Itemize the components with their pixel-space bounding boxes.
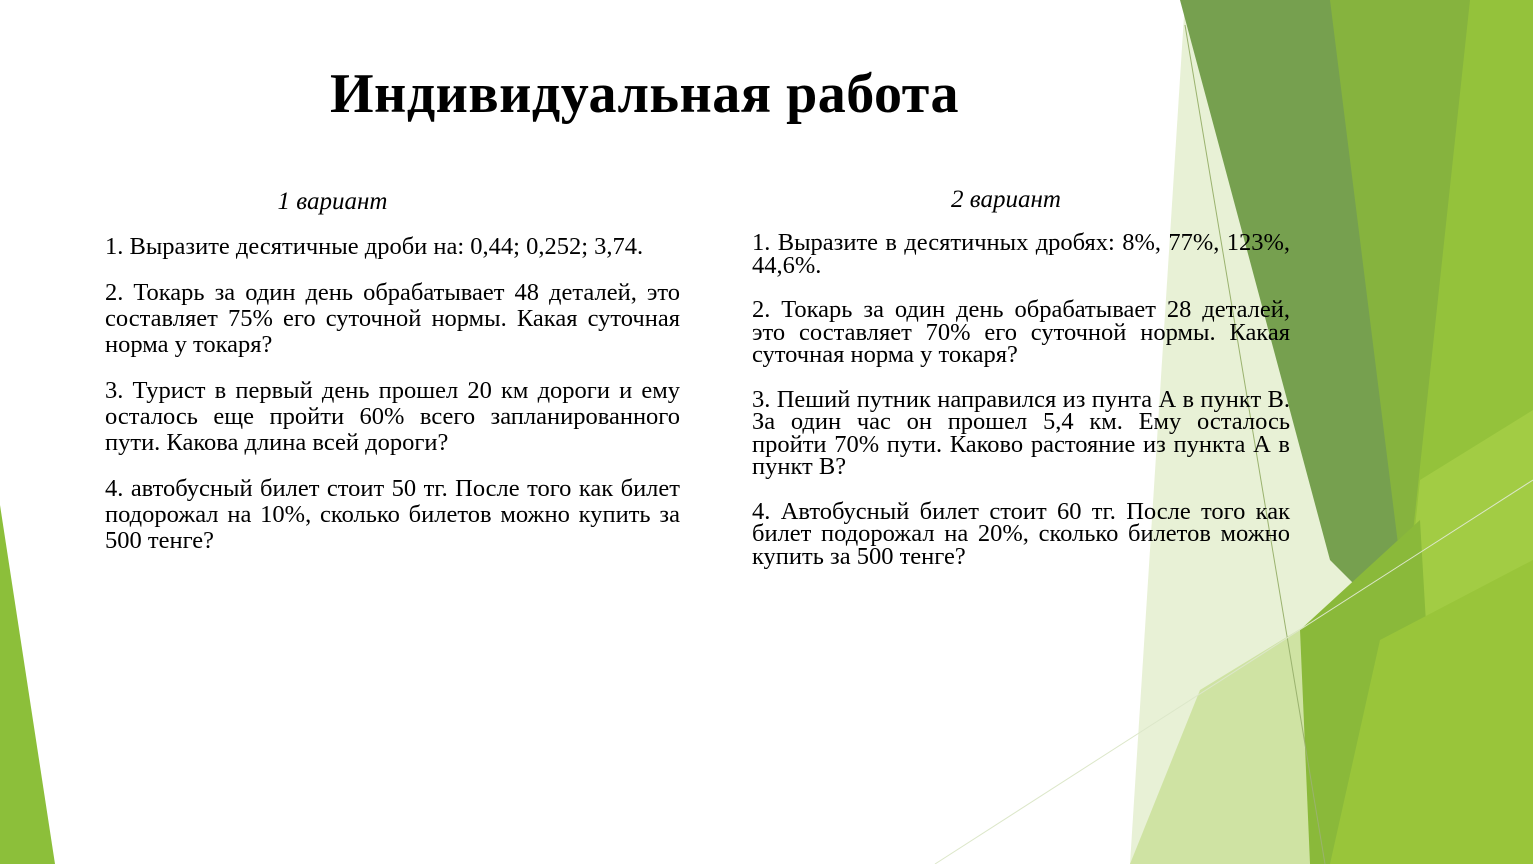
left-green-shape [0,505,55,864]
variant-2-task-2: 2. Токарь за один день обрабатывает 28 деталей, это составляет 70% его суточной нормы. Какая суточная норма у токаря? [752,296,1290,368]
variant-1-task-2: 2. Токарь за один день обрабатывает 48 деталей, это составляет 75% его суточной нормы. Какая суточная норма у токаря? [105,279,680,358]
variant-2-task-3: 3. Пеший путник направился из пунта А в пункт В. За один час он прошел 5,4 км. Ему осталось пройти 70% пути. Каково растояние из пункта А в пункт В? [752,385,1290,480]
variant-2-heading: 2 вариант [951,186,1061,213]
variant-1-task-1: 1. Выразите десятичные дроби на: 0,44; 0,252; 3,74. [105,233,644,260]
variant-2-task-1: 1. Выразите в десятичных дробях: 8%, 77%, 123%, 44,6%. [752,229,1290,279]
variant-1-task-3: 3. Турист в первый день прошел 20 км дороги и ему осталось еще пройти 60% всего запланированного пути. Какова длина всей дороги? [105,377,680,456]
variant-1-task-4: 4. автобусный билет стоит 50 тг. После того как билет подорожал на 10%, сколько билетов можно купить за 500 тенге? [105,475,680,554]
variant-1-heading: 1 вариант [277,188,388,215]
variant-1-column [105,188,680,574]
variant-2-task-4: 4. Автобусный билет стоит 60 тг. После того как билет подорожал на 20%, сколько билетов можно купить за 500 тенге? [752,497,1290,570]
variant-2-column [752,186,1290,590]
slide-title: Индивидуальная работа [330,63,959,125]
